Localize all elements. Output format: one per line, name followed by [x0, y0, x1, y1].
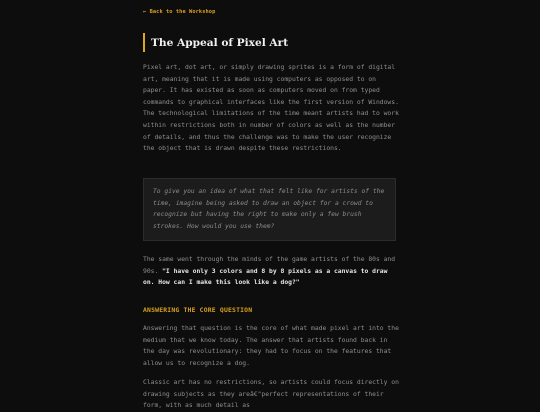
dog-question-quote: "I have only 3 colors and 8 by 8 pixels as a canvas to draw on. How can I make this look like a dog?" — [143, 267, 388, 287]
core-question-paragraph: Answering that question is the core of what made pixel art into the medium that we know today. The answer that artists found back in the day was revolutionary: they had to focus on the features that allow us to recognize a dog. — [143, 325, 399, 367]
quote-text: To give you an idea of what that felt like for artists of the time, imagine being asked to draw an object for a crowd to recognize but having the right to make only a few brush strokes. How would you use them? — [153, 188, 385, 230]
intro-paragraph: Pixel art, dot art, or simply drawing sprites is a form of digital art, meaning that it is made using computers as opposed to on paper. It has existed as soon as computers moved on from typed commands to graphical interfaces like the first version of Windows. The technological limitations of the time meant artists had to work within restrictions both in number of colors as well as the number of details, and thus the challenge was to make the user recognize the object that is drawn despite these restrictions. — [143, 64, 399, 153]
back-to-workshop-link[interactable]: ← Back to the Workshop — [143, 9, 216, 15]
section-heading: ANSWERING THE CORE QUESTION — [143, 306, 253, 314]
page-title: The Appeal of Pixel Art — [151, 36, 289, 49]
dog-question-paragraph — [143, 254, 399, 289]
classic-art-paragraph: Classic art has no restrictions, so artists could focus directly on drawing subjects as they areâ€"perfect representations of their form, with as much detail as — [143, 379, 399, 410]
dog-question-lead: The same went through the minds of the game artists of the 80s and 90s. — [143, 256, 396, 275]
title-block — [143, 33, 288, 52]
blockquote — [143, 178, 396, 241]
